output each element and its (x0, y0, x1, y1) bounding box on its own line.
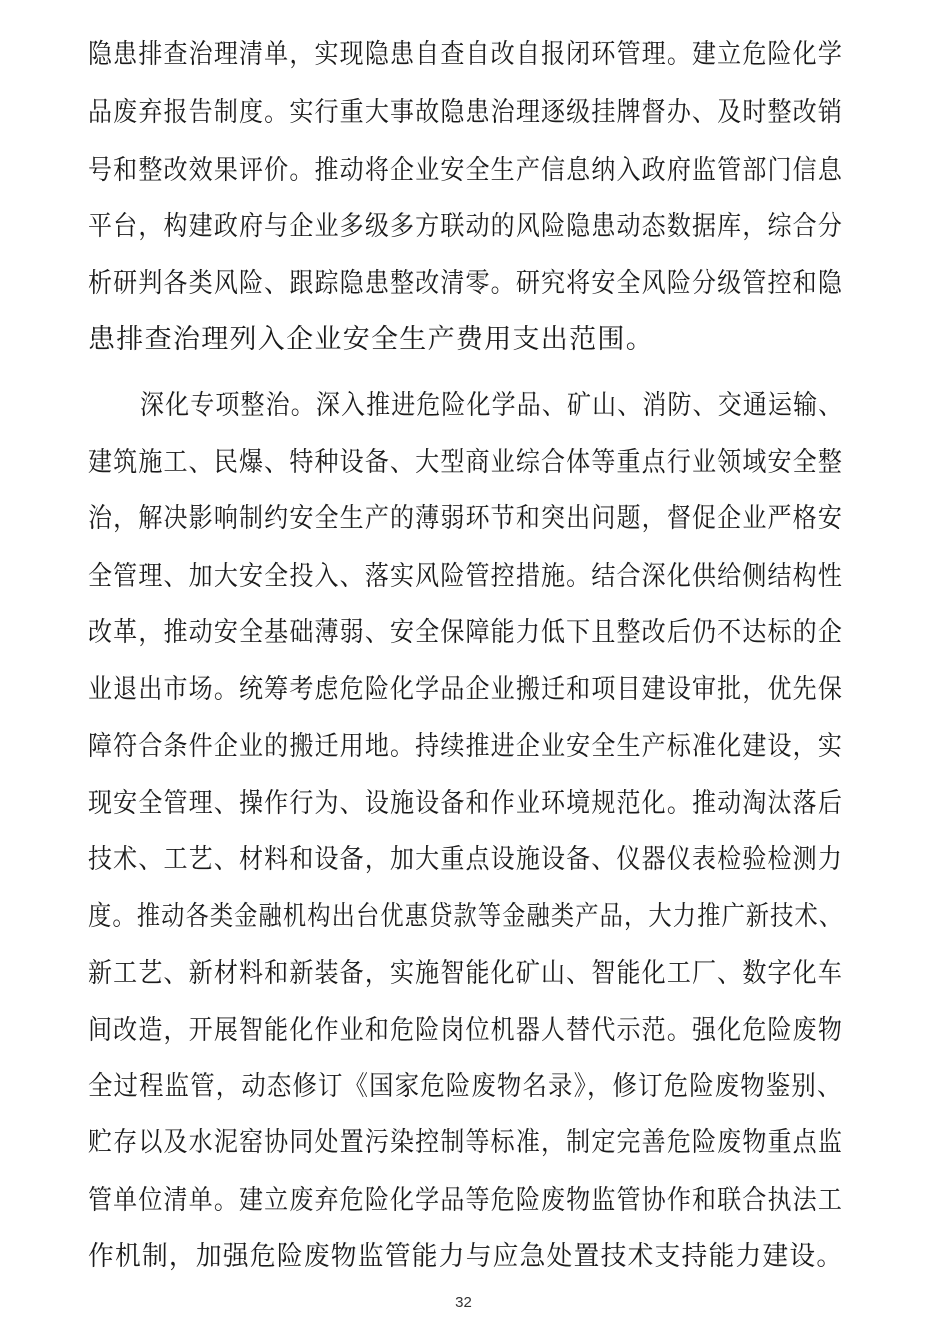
text-line: 品废弃报告制度。实行重大事故隐患治理逐级挂牌督办、及时整改销 (88, 97, 844, 128)
text-line: 隐患排查治理清单，实现隐患自查自改自报闭环管理。建立危险化学 (88, 39, 844, 70)
text-line: 业退出市场。统筹考虑危险化学品企业搬迁和项目建设审批，优先保 (88, 674, 844, 705)
text-line: 建筑施工、民爆、特种设备、大型商业综合体等重点行业领域安全整 (88, 447, 844, 478)
text-line: 治，解决影响制约安全生产的薄弱环节和突出问题，督促企业严格安 (88, 503, 844, 534)
text-line: 全管理、加大安全投入、落实风险管控措施。结合深化供给侧结构性 (88, 561, 844, 592)
text-line: 新工艺、新材料和新装备，实施智能化矿山、智能化工厂、数字化车 (88, 958, 844, 989)
text-line: 间改造，开展智能化作业和危险岗位机器人替代示范。强化危险废物 (88, 1015, 844, 1046)
text-line: 平台，构建政府与企业多级多方联动的风险隐患动态数据库，综合分 (88, 211, 844, 242)
text-line: 作机制，加强危险废物监管能力与应急处置技术支持能力建设。 (88, 1241, 844, 1272)
text-line: 改革，推动安全基础薄弱、安全保障能力低下且整改后仍不达标的企 (88, 617, 844, 648)
text-line: 度。推动各类金融机构出台优惠贷款等金融类产品，大力推广新技术、 (88, 901, 844, 932)
text-line: 深化专项整治。深入推进危险化学品、矿山、消防、交通运输、 (140, 390, 844, 421)
text-line: 技术、工艺、材料和设备，加大重点设施设备、仪器仪表检验检测力 (88, 844, 844, 875)
text-line: 障符合条件企业的搬迁用地。持续推进企业安全生产标准化建设，实 (88, 731, 844, 762)
text-line: 患排查治理列入企业安全生产费用支出范围。 (88, 324, 654, 355)
text-line: 号和整改效果评价。推动将企业安全生产信息纳入政府监管部门信息 (88, 155, 844, 186)
text-line: 析研判各类风险、跟踪隐患整改清零。研究将安全风险分级管控和隐 (88, 268, 844, 299)
text-line: 全过程监管，动态修订《国家危险废物名录》，修订危险废物鉴别、 (88, 1071, 843, 1102)
page-number: 32 (455, 1294, 472, 1311)
text-line: 贮存以及水泥窑协同处置污染控制等标准，制定完善危险废物重点监 (88, 1127, 844, 1158)
text-line: 现安全管理、操作行为、设施设备和作业环境规范化。推动淘汰落后 (88, 788, 844, 819)
text-line: 管单位清单。建立废弃危险化学品等危险废物监管协作和联合执法工 (88, 1185, 844, 1216)
